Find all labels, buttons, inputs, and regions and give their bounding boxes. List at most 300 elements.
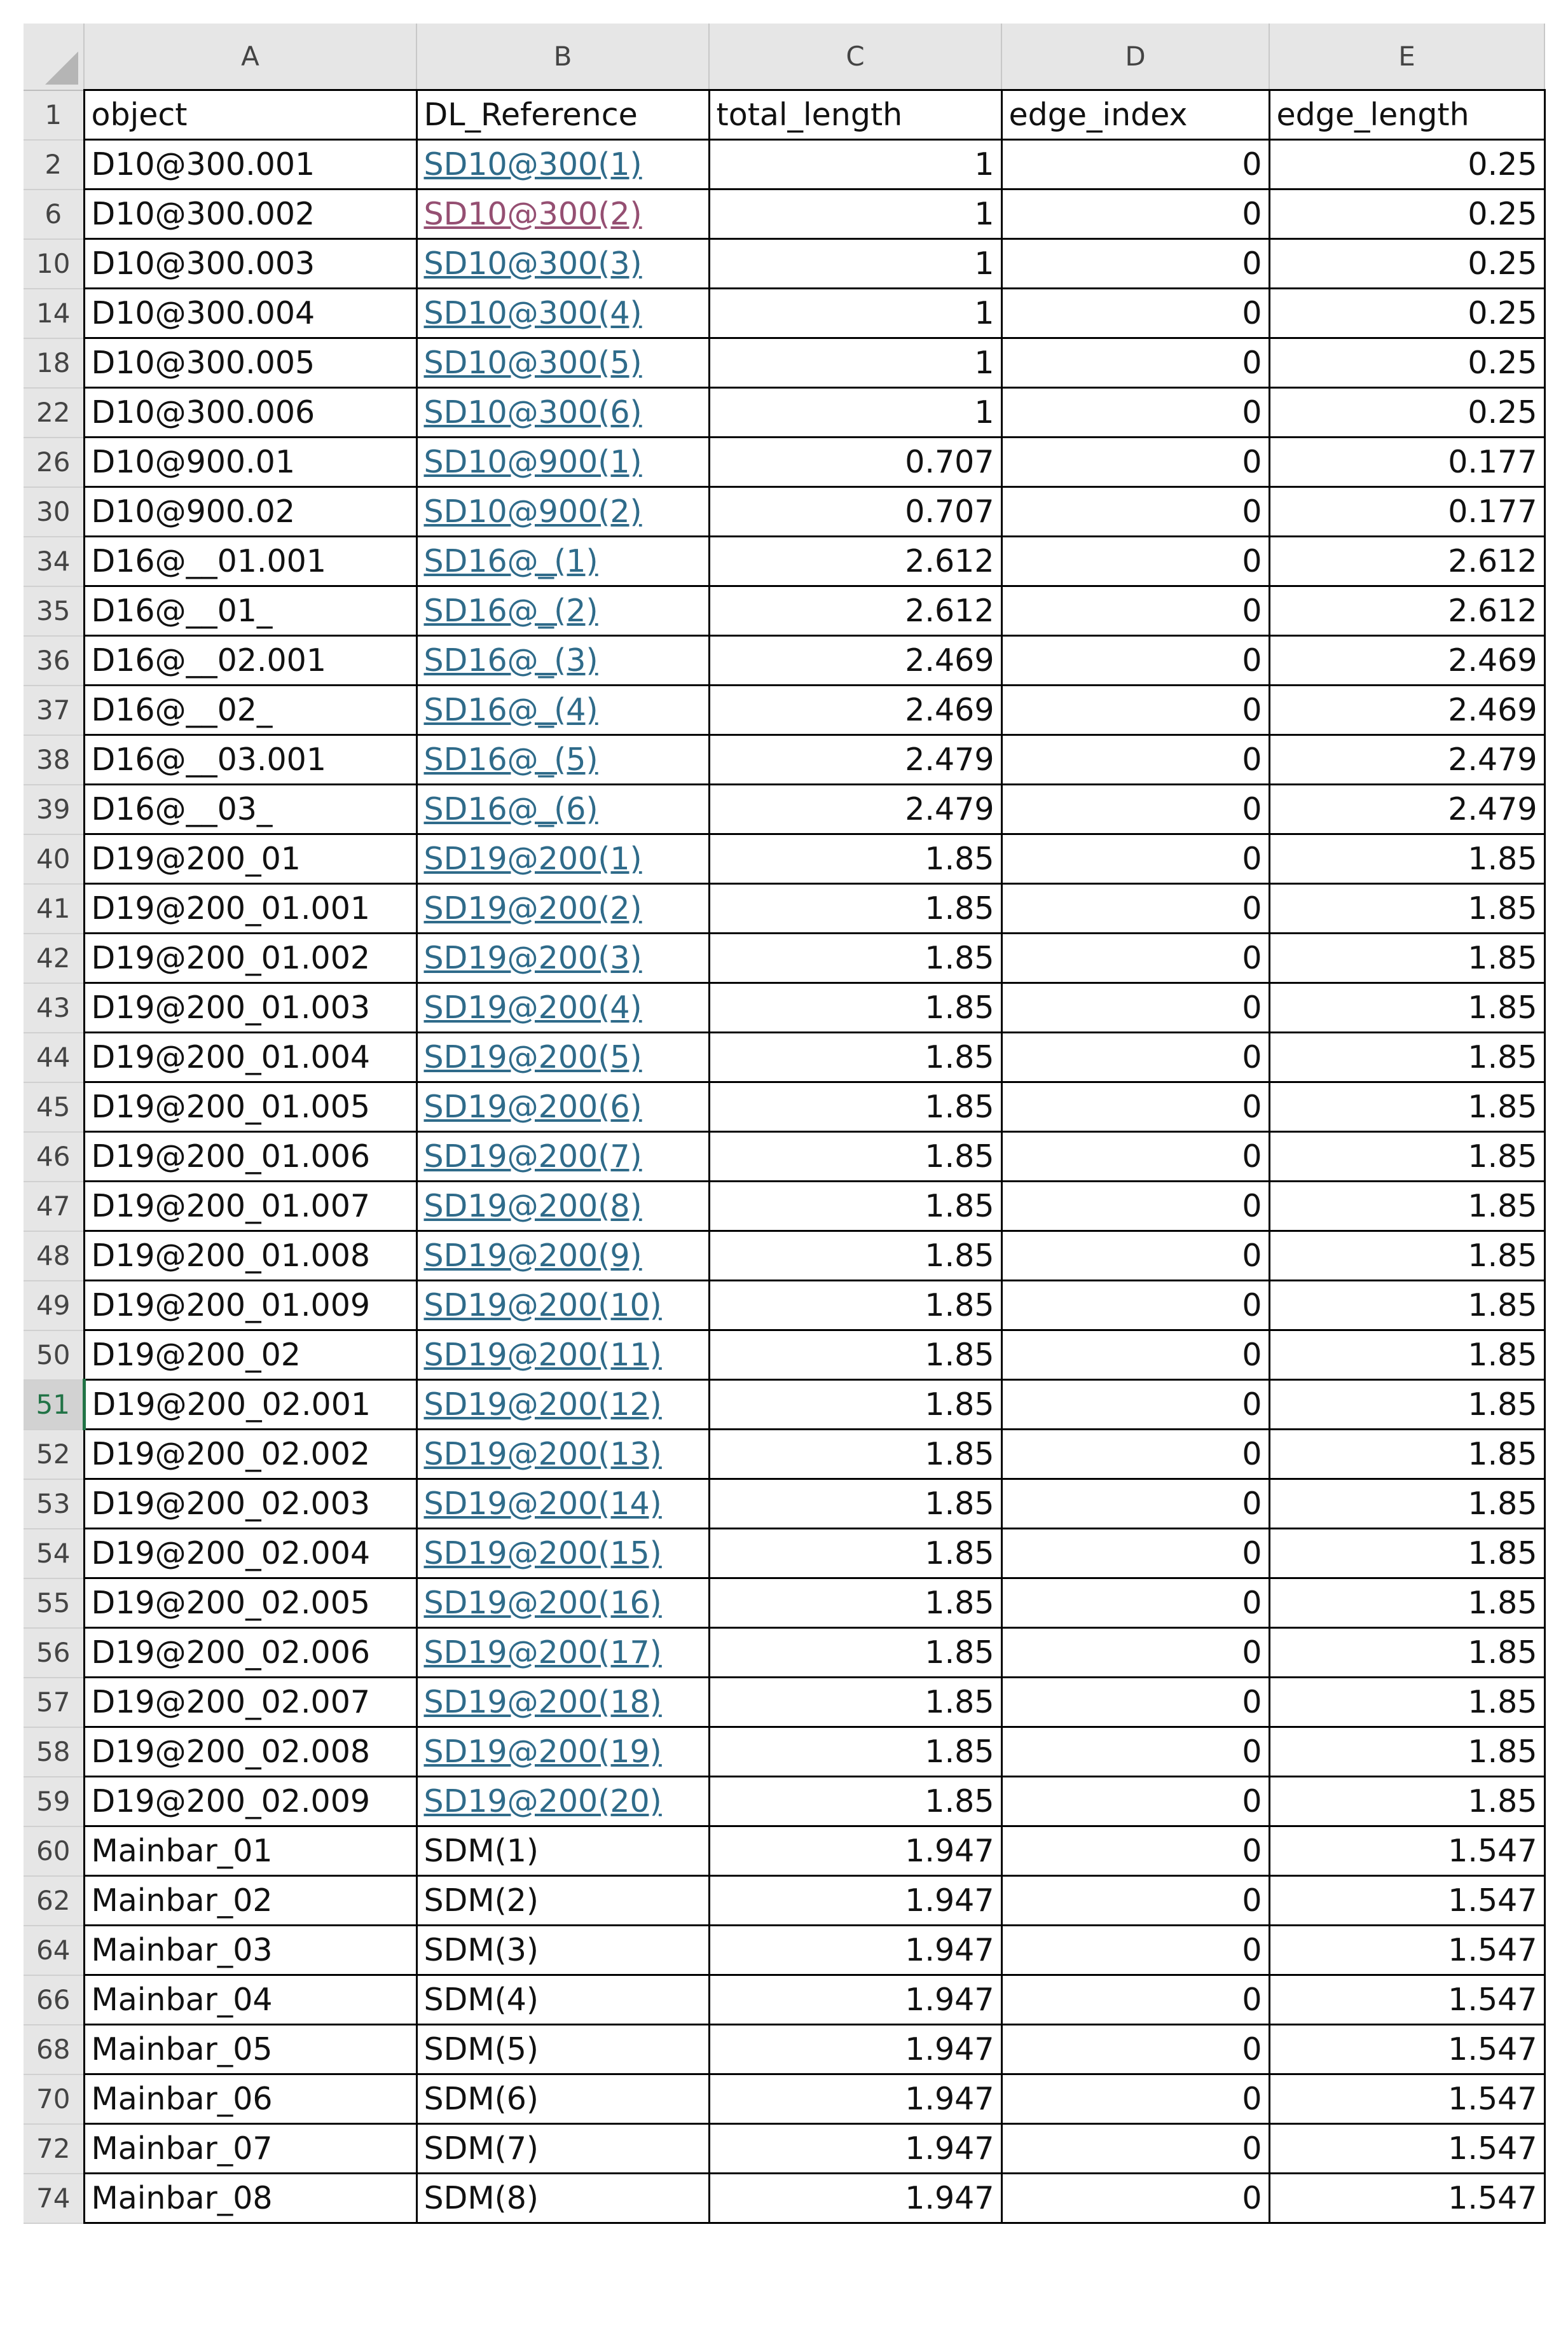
- row-header[interactable]: 40: [24, 834, 84, 884]
- hyperlink[interactable]: SD19@200(6): [423, 1089, 642, 1125]
- cell-edge-length[interactable]: 1.547: [1269, 2174, 1544, 2223]
- row-header[interactable]: 49: [24, 1281, 84, 1330]
- hyperlink[interactable]: SD19@200(3): [423, 940, 642, 976]
- hyperlink[interactable]: SD16@_(1): [423, 543, 598, 579]
- row-header[interactable]: 39: [24, 785, 84, 834]
- row-header[interactable]: 41: [24, 884, 84, 934]
- cell-edge-length[interactable]: 0.25: [1269, 190, 1544, 239]
- column-header-b[interactable]: B: [416, 24, 709, 90]
- hyperlink[interactable]: SD10@300(6): [423, 394, 642, 431]
- cell-total-length[interactable]: 1.85: [709, 1777, 1001, 1826]
- cell-object[interactable]: D16@__01_: [84, 586, 416, 636]
- cell-edge-index[interactable]: 0: [1001, 934, 1269, 983]
- cell-edge-length[interactable]: 2.612: [1269, 537, 1544, 586]
- cell-total-length[interactable]: 1: [709, 338, 1001, 388]
- cell-edge-length[interactable]: 1.547: [1269, 1876, 1544, 1926]
- cell-edge-index[interactable]: 0: [1001, 338, 1269, 388]
- cell-dl-reference[interactable]: [416, 586, 709, 636]
- cell-dl-reference[interactable]: SDM(4): [416, 1975, 709, 2025]
- hyperlink[interactable]: SD16@_(4): [423, 692, 598, 728]
- cell-dl-reference[interactable]: [416, 1479, 709, 1529]
- cell-total-length[interactable]: 1.947: [709, 2174, 1001, 2223]
- row-header[interactable]: 10: [24, 239, 84, 289]
- cell-edge-length[interactable]: 0.177: [1269, 487, 1544, 537]
- hyperlink[interactable]: SD10@900(1): [423, 444, 642, 480]
- cell-total-length[interactable]: 1.947: [709, 1926, 1001, 1975]
- cell-total-length[interactable]: 1.85: [709, 1678, 1001, 1727]
- column-header-c[interactable]: C: [709, 24, 1001, 90]
- row-header[interactable]: 52: [24, 1430, 84, 1479]
- row-header[interactable]: 55: [24, 1578, 84, 1628]
- cell-edge-index[interactable]: 0: [1001, 1926, 1269, 1975]
- cell-object[interactable]: D19@200_01.003: [84, 983, 416, 1033]
- hyperlink[interactable]: SD19@200(18): [423, 1684, 662, 1720]
- cell-edge-index[interactable]: 0: [1001, 636, 1269, 686]
- hyperlink[interactable]: SD19@200(5): [423, 1039, 642, 1075]
- row-header[interactable]: 36: [24, 636, 84, 686]
- cell-edge-index[interactable]: 0: [1001, 289, 1269, 338]
- cell-total-length[interactable]: 1.85: [709, 1082, 1001, 1132]
- cell-dl-reference[interactable]: [416, 686, 709, 735]
- cell-object[interactable]: D19@200_01: [84, 834, 416, 884]
- hyperlink[interactable]: SD19@200(12): [423, 1386, 662, 1423]
- hyperlink[interactable]: SD10@900(2): [423, 493, 642, 530]
- row-header[interactable]: 2: [24, 140, 84, 190]
- cell-object[interactable]: Mainbar_08: [84, 2174, 416, 2223]
- cell-edge-length[interactable]: 0.25: [1269, 338, 1544, 388]
- cell-total-length[interactable]: 2.479: [709, 785, 1001, 834]
- row-header[interactable]: 50: [24, 1330, 84, 1380]
- cell-total-length[interactable]: 1: [709, 388, 1001, 438]
- row-header[interactable]: 56: [24, 1628, 84, 1678]
- cell-dl-reference[interactable]: SDM(2): [416, 1876, 709, 1926]
- hyperlink[interactable]: SD10@300(1): [423, 146, 642, 183]
- cell-dl-reference[interactable]: [416, 190, 709, 239]
- cell-edge-index[interactable]: 0: [1001, 1033, 1269, 1082]
- cell-total-length[interactable]: 0.707: [709, 438, 1001, 487]
- cell-edge-index[interactable]: 0: [1001, 1876, 1269, 1926]
- cell-dl-reference[interactable]: [416, 487, 709, 537]
- cell-object[interactable]: D19@200_02.004: [84, 1529, 416, 1578]
- cell-dl-reference[interactable]: SDM(8): [416, 2174, 709, 2223]
- cell-object[interactable]: Mainbar_04: [84, 1975, 416, 2025]
- hyperlink[interactable]: SD16@_(2): [423, 593, 598, 629]
- row-header[interactable]: 34: [24, 537, 84, 586]
- cell-edge-length[interactable]: 1.85: [1269, 1132, 1544, 1182]
- cell-edge-index[interactable]: 0: [1001, 834, 1269, 884]
- cell-edge-index[interactable]: 0: [1001, 586, 1269, 636]
- cell-edge-index[interactable]: 0: [1001, 140, 1269, 190]
- hyperlink[interactable]: SD19@200(19): [423, 1734, 662, 1770]
- hyperlink[interactable]: SD19@200(2): [423, 890, 642, 927]
- row-header[interactable]: 43: [24, 983, 84, 1033]
- hyperlink[interactable]: SD19@200(9): [423, 1238, 642, 1274]
- hyperlink[interactable]: SD19@200(15): [423, 1535, 662, 1571]
- cell-object[interactable]: D19@200_01.002: [84, 934, 416, 983]
- cell-object[interactable]: D10@300.005: [84, 338, 416, 388]
- cell-total-length[interactable]: 1.85: [709, 1628, 1001, 1678]
- cell-total-length[interactable]: 1.85: [709, 1529, 1001, 1578]
- cell-dl-reference[interactable]: [416, 1628, 709, 1678]
- cell-object[interactable]: D16@__01.001: [84, 537, 416, 586]
- cell-edge-length[interactable]: 1.85: [1269, 1182, 1544, 1231]
- cell-object[interactable]: D19@200_02.006: [84, 1628, 416, 1678]
- cell-edge-length[interactable]: 1.85: [1269, 1678, 1544, 1727]
- cell-dl-reference[interactable]: [416, 537, 709, 586]
- row-header[interactable]: 68: [24, 2025, 84, 2074]
- cell-dl-reference[interactable]: [416, 388, 709, 438]
- row-header[interactable]: 45: [24, 1082, 84, 1132]
- hyperlink[interactable]: SD19@200(13): [423, 1436, 662, 1472]
- cell-edge-length[interactable]: 1.85: [1269, 1033, 1544, 1082]
- cell-total-length-header[interactable]: total_length: [709, 90, 1001, 140]
- row-header[interactable]: 6: [24, 190, 84, 239]
- hyperlink[interactable]: SD19@200(8): [423, 1188, 642, 1224]
- cell-total-length[interactable]: 0.707: [709, 487, 1001, 537]
- cell-edge-index[interactable]: 0: [1001, 239, 1269, 289]
- row-header[interactable]: 66: [24, 1975, 84, 2025]
- cell-object[interactable]: D19@200_02.005: [84, 1578, 416, 1628]
- cell-object[interactable]: D19@200_01.008: [84, 1231, 416, 1281]
- row-header[interactable]: 37: [24, 686, 84, 735]
- cell-edge-index[interactable]: 0: [1001, 1182, 1269, 1231]
- hyperlink[interactable]: SD16@_(5): [423, 742, 598, 778]
- cell-object-header[interactable]: object: [84, 90, 416, 140]
- cell-object[interactable]: D10@900.02: [84, 487, 416, 537]
- cell-dl-reference[interactable]: SDM(1): [416, 1826, 709, 1876]
- cell-dl-reference[interactable]: [416, 140, 709, 190]
- cell-edge-index[interactable]: 0: [1001, 2025, 1269, 2074]
- table-row: [24, 1231, 1544, 1281]
- cell-edge-index[interactable]: 0: [1001, 735, 1269, 785]
- cell-edge-length[interactable]: 1.85: [1269, 1529, 1544, 1578]
- cell-total-length[interactable]: 1.85: [709, 1281, 1001, 1330]
- hyperlink[interactable]: SD16@_(6): [423, 791, 598, 827]
- cell-total-length[interactable]: 1: [709, 239, 1001, 289]
- cell-total-length[interactable]: 1: [709, 190, 1001, 239]
- row-header[interactable]: 42: [24, 934, 84, 983]
- row-header[interactable]: 53: [24, 1479, 84, 1529]
- cell-dl-reference[interactable]: [416, 1380, 709, 1430]
- cell-dl-reference[interactable]: SDM(6): [416, 2074, 709, 2124]
- cell-dl-reference[interactable]: [416, 1578, 709, 1628]
- cell-total-length[interactable]: 1.85: [709, 1182, 1001, 1231]
- hyperlink[interactable]: SD10@300(5): [423, 345, 642, 381]
- hyperlink[interactable]: SD19@200(14): [423, 1486, 662, 1522]
- cell-edge-index[interactable]: 0: [1001, 1132, 1269, 1182]
- cell-edge-index[interactable]: 0: [1001, 388, 1269, 438]
- cell-total-length[interactable]: 1.947: [709, 1975, 1001, 2025]
- cell-edge-length[interactable]: 1.547: [1269, 1975, 1544, 2025]
- cell-edge-length[interactable]: 1.85: [1269, 1330, 1544, 1380]
- cell-edge-length[interactable]: 1.85: [1269, 1578, 1544, 1628]
- row-header[interactable]: 59: [24, 1777, 84, 1826]
- cell-dl-reference[interactable]: [416, 983, 709, 1033]
- cell-dl-reference[interactable]: [416, 289, 709, 338]
- row-header[interactable]: 74: [24, 2174, 84, 2223]
- cell-dl-reference[interactable]: [416, 1430, 709, 1479]
- cell-edge-index[interactable]: 0: [1001, 190, 1269, 239]
- row-header[interactable]: 18: [24, 338, 84, 388]
- row-header[interactable]: 54: [24, 1529, 84, 1578]
- cell-edge-length[interactable]: 0.25: [1269, 388, 1544, 438]
- cell-total-length[interactable]: 1.947: [709, 1876, 1001, 1926]
- hyperlink[interactable]: SD19@200(11): [423, 1337, 662, 1373]
- cell-edge-length[interactable]: 0.25: [1269, 239, 1544, 289]
- cell-edge-length[interactable]: 1.85: [1269, 1380, 1544, 1430]
- cell-object[interactable]: D16@__02_: [84, 686, 416, 735]
- cell-edge-length[interactable]: 1.85: [1269, 1727, 1544, 1777]
- cell-edge-length-header[interactable]: edge_length: [1269, 90, 1544, 140]
- cell-total-length[interactable]: 1.85: [709, 1132, 1001, 1182]
- cell-object[interactable]: D19@200_01.007: [84, 1182, 416, 1231]
- row-header[interactable]: 62: [24, 1876, 84, 1926]
- cell-object[interactable]: Mainbar_03: [84, 1926, 416, 1975]
- row-header[interactable]: 26: [24, 438, 84, 487]
- cell-edge-length[interactable]: 1.547: [1269, 1926, 1544, 1975]
- cell-total-length[interactable]: 1: [709, 289, 1001, 338]
- cell-object[interactable]: D10@300.004: [84, 289, 416, 338]
- row-header[interactable]: 64: [24, 1926, 84, 1975]
- cell-dl-reference[interactable]: [416, 1330, 709, 1380]
- cell-edge-index[interactable]: 0: [1001, 1281, 1269, 1330]
- cell-object[interactable]: D10@900.01: [84, 438, 416, 487]
- cell-edge-index[interactable]: 0: [1001, 2124, 1269, 2174]
- cell-object[interactable]: D19@200_01.006: [84, 1132, 416, 1182]
- cell-edge-length[interactable]: 0.25: [1269, 140, 1544, 190]
- cell-edge-index[interactable]: 0: [1001, 884, 1269, 934]
- cell-dl-reference[interactable]: [416, 1529, 709, 1578]
- cell-dl-reference[interactable]: [416, 1678, 709, 1727]
- cell-object[interactable]: D19@200_02.009: [84, 1777, 416, 1826]
- hyperlink[interactable]: SD16@_(3): [423, 642, 598, 679]
- cell-edge-length[interactable]: 2.612: [1269, 586, 1544, 636]
- cell-object[interactable]: D19@200_02.001: [84, 1380, 416, 1430]
- cell-edge-length[interactable]: 1.85: [1269, 1281, 1544, 1330]
- row-header[interactable]: 14: [24, 289, 84, 338]
- row-header[interactable]: 30: [24, 487, 84, 537]
- cell-edge-index[interactable]: 0: [1001, 1330, 1269, 1380]
- cell-edge-index[interactable]: 0: [1001, 686, 1269, 735]
- row-header[interactable]: 38: [24, 735, 84, 785]
- cell-dl-reference[interactable]: [416, 438, 709, 487]
- cell-edge-index[interactable]: 0: [1001, 1975, 1269, 2025]
- row-header[interactable]: 44: [24, 1033, 84, 1082]
- row-header[interactable]: 60: [24, 1826, 84, 1876]
- cell-dl-reference[interactable]: [416, 239, 709, 289]
- row-header[interactable]: 72: [24, 2124, 84, 2174]
- cell-edge-length[interactable]: 1.547: [1269, 2074, 1544, 2124]
- cell-object[interactable]: D19@200_01.001: [84, 884, 416, 934]
- cell-total-length[interactable]: 1.947: [709, 2124, 1001, 2174]
- hyperlink[interactable]: SD19@200(4): [423, 990, 642, 1026]
- cell-edge-length[interactable]: 0.25: [1269, 289, 1544, 338]
- hyperlink[interactable]: SD10@300(2): [423, 196, 642, 232]
- cell-edge-index[interactable]: 0: [1001, 1727, 1269, 1777]
- cell-edge-index[interactable]: 0: [1001, 1479, 1269, 1529]
- cell-dl-reference[interactable]: [416, 934, 709, 983]
- row-header[interactable]: 70: [24, 2074, 84, 2124]
- cell-edge-index[interactable]: 0: [1001, 785, 1269, 834]
- cell-dl-reference[interactable]: [416, 1132, 709, 1182]
- cell-total-length[interactable]: 1.947: [709, 1826, 1001, 1876]
- cell-total-length[interactable]: 1.85: [709, 1380, 1001, 1430]
- cell-edge-length[interactable]: 1.85: [1269, 834, 1544, 884]
- cell-dl-reference[interactable]: [416, 1777, 709, 1826]
- cell-total-length[interactable]: 1.85: [709, 834, 1001, 884]
- cell-dl-reference[interactable]: [416, 1182, 709, 1231]
- cell-dl-reference[interactable]: [416, 884, 709, 934]
- cell-total-length[interactable]: 1.85: [709, 1578, 1001, 1628]
- cell-object[interactable]: Mainbar_06: [84, 2074, 416, 2124]
- cell-edge-length[interactable]: 1.85: [1269, 1430, 1544, 1479]
- cell-object[interactable]: D19@200_01.004: [84, 1033, 416, 1082]
- cell-edge-length[interactable]: 1.547: [1269, 1826, 1544, 1876]
- hyperlink[interactable]: SD10@300(3): [423, 245, 642, 282]
- cell-total-length[interactable]: 1.85: [709, 983, 1001, 1033]
- row-header[interactable]: 1: [24, 90, 84, 140]
- cell-object[interactable]: D19@200_02: [84, 1330, 416, 1380]
- cell-total-length[interactable]: 1.85: [709, 1033, 1001, 1082]
- cell-object[interactable]: D16@__02.001: [84, 636, 416, 686]
- cell-edge-length[interactable]: 1.85: [1269, 983, 1544, 1033]
- cell-edge-index[interactable]: 0: [1001, 1380, 1269, 1430]
- cell-object[interactable]: D10@300.002: [84, 190, 416, 239]
- cell-dl-reference[interactable]: [416, 1727, 709, 1777]
- cell-dl-reference[interactable]: SDM(7): [416, 2124, 709, 2174]
- cell-total-length[interactable]: 1.85: [709, 1430, 1001, 1479]
- cell-total-length[interactable]: 1.947: [709, 2025, 1001, 2074]
- cell-object[interactable]: Mainbar_02: [84, 1876, 416, 1926]
- cell-edge-index[interactable]: 0: [1001, 1231, 1269, 1281]
- row-header[interactable]: 22: [24, 388, 84, 438]
- cell-object[interactable]: D10@300.006: [84, 388, 416, 438]
- cell-edge-length[interactable]: 1.85: [1269, 1479, 1544, 1529]
- row-header[interactable]: 57: [24, 1678, 84, 1727]
- cell-edge-length[interactable]: 2.479: [1269, 785, 1544, 834]
- cell-edge-index[interactable]: 0: [1001, 1678, 1269, 1727]
- cell-total-length[interactable]: 2.469: [709, 686, 1001, 735]
- select-all-button[interactable]: [24, 24, 84, 90]
- cell-object[interactable]: D16@__03_: [84, 785, 416, 834]
- cell-object[interactable]: D16@__03.001: [84, 735, 416, 785]
- cell-edge-index[interactable]: 0: [1001, 1529, 1269, 1578]
- cell-edge-length[interactable]: 1.85: [1269, 884, 1544, 934]
- cell-dl-reference-header[interactable]: DL_Reference: [416, 90, 709, 140]
- column-header-d[interactable]: D: [1001, 24, 1269, 90]
- cell-dl-reference[interactable]: [416, 1281, 709, 1330]
- cell-total-length[interactable]: 1.85: [709, 1330, 1001, 1380]
- hyperlink[interactable]: SD19@200(10): [423, 1287, 662, 1323]
- cell-edge-index[interactable]: 0: [1001, 1082, 1269, 1132]
- hyperlink[interactable]: SD10@300(4): [423, 295, 642, 331]
- cell-dl-reference[interactable]: [416, 1033, 709, 1082]
- cell-total-length[interactable]: 1.85: [709, 1479, 1001, 1529]
- cell-dl-reference[interactable]: [416, 338, 709, 388]
- cell-edge-index[interactable]: 0: [1001, 1430, 1269, 1479]
- cell-object[interactable]: D19@200_01.005: [84, 1082, 416, 1132]
- cell-dl-reference[interactable]: [416, 636, 709, 686]
- hyperlink[interactable]: SD19@200(17): [423, 1634, 662, 1671]
- cell-object[interactable]: D19@200_02.002: [84, 1430, 416, 1479]
- cell-edge-length[interactable]: 1.85: [1269, 1628, 1544, 1678]
- cell-object[interactable]: D10@300.003: [84, 239, 416, 289]
- cell-edge-length[interactable]: 0.177: [1269, 438, 1544, 487]
- row-header[interactable]: 48: [24, 1231, 84, 1281]
- cell-object[interactable]: D19@200_02.008: [84, 1727, 416, 1777]
- cell-edge-length[interactable]: 1.547: [1269, 2025, 1544, 2074]
- cell-object[interactable]: Mainbar_01: [84, 1826, 416, 1876]
- cell-edge-length[interactable]: 1.547: [1269, 2124, 1544, 2174]
- cell-object[interactable]: Mainbar_07: [84, 2124, 416, 2174]
- cell-total-length[interactable]: 1.85: [709, 1231, 1001, 1281]
- table-row: [24, 586, 1544, 636]
- cell-dl-reference[interactable]: [416, 1082, 709, 1132]
- hyperlink[interactable]: SD19@200(16): [423, 1585, 662, 1621]
- cell-dl-reference[interactable]: [416, 785, 709, 834]
- column-header-e[interactable]: E: [1269, 24, 1544, 90]
- row-header[interactable]: 47: [24, 1182, 84, 1231]
- cell-total-length[interactable]: 1: [709, 140, 1001, 190]
- row-header[interactable]: 51: [24, 1380, 84, 1430]
- cell-object[interactable]: D19@200_02.003: [84, 1479, 416, 1529]
- cell-edge-length[interactable]: 2.469: [1269, 686, 1544, 735]
- cell-dl-reference[interactable]: [416, 1231, 709, 1281]
- cell-edge-index[interactable]: 0: [1001, 2174, 1269, 2223]
- cell-edge-index[interactable]: 0: [1001, 537, 1269, 586]
- cell-edge-index[interactable]: 0: [1001, 1826, 1269, 1876]
- cell-edge-length[interactable]: 1.85: [1269, 1231, 1544, 1281]
- cell-edge-index[interactable]: 0: [1001, 983, 1269, 1033]
- cell-edge-index[interactable]: 0: [1001, 1628, 1269, 1678]
- cell-dl-reference[interactable]: SDM(3): [416, 1926, 709, 1975]
- cell-edge-index[interactable]: 0: [1001, 438, 1269, 487]
- cell-edge-length[interactable]: 2.479: [1269, 735, 1544, 785]
- cell-object[interactable]: Mainbar_05: [84, 2025, 416, 2074]
- hyperlink[interactable]: SD19@200(1): [423, 841, 642, 877]
- cell-dl-reference[interactable]: [416, 735, 709, 785]
- cell-object[interactable]: D19@200_01.009: [84, 1281, 416, 1330]
- cell-total-length[interactable]: 2.612: [709, 586, 1001, 636]
- cell-edge-index[interactable]: 0: [1001, 487, 1269, 537]
- row-header[interactable]: 58: [24, 1727, 84, 1777]
- cell-edge-length[interactable]: 1.85: [1269, 934, 1544, 983]
- cell-total-length[interactable]: 1.85: [709, 934, 1001, 983]
- cell-edge-index[interactable]: 0: [1001, 1578, 1269, 1628]
- cell-edge-length[interactable]: 1.85: [1269, 1777, 1544, 1826]
- cell-edge-index[interactable]: 0: [1001, 1777, 1269, 1826]
- cell-total-length[interactable]: 2.612: [709, 537, 1001, 586]
- cell-total-length[interactable]: 1.947: [709, 2074, 1001, 2124]
- cell-dl-reference[interactable]: [416, 834, 709, 884]
- column-header-a[interactable]: A: [84, 24, 416, 90]
- cell-edge-length[interactable]: 1.85: [1269, 1082, 1544, 1132]
- cell-object[interactable]: D10@300.001: [84, 140, 416, 190]
- cell-edge-index[interactable]: 0: [1001, 2074, 1269, 2124]
- cell-object[interactable]: D19@200_02.007: [84, 1678, 416, 1727]
- cell-edge-index-header[interactable]: edge_index: [1001, 90, 1269, 140]
- row-header[interactable]: 46: [24, 1132, 84, 1182]
- cell-total-length[interactable]: 2.469: [709, 636, 1001, 686]
- cell-edge-length[interactable]: 2.469: [1269, 636, 1544, 686]
- cell-total-length[interactable]: 1.85: [709, 884, 1001, 934]
- cell-total-length[interactable]: 1.85: [709, 1727, 1001, 1777]
- cell-dl-reference[interactable]: SDM(5): [416, 2025, 709, 2074]
- cell-total-length[interactable]: 2.479: [709, 735, 1001, 785]
- hyperlink[interactable]: SD19@200(7): [423, 1138, 642, 1175]
- row-header[interactable]: 35: [24, 586, 84, 636]
- hyperlink[interactable]: SD19@200(20): [423, 1783, 662, 1819]
